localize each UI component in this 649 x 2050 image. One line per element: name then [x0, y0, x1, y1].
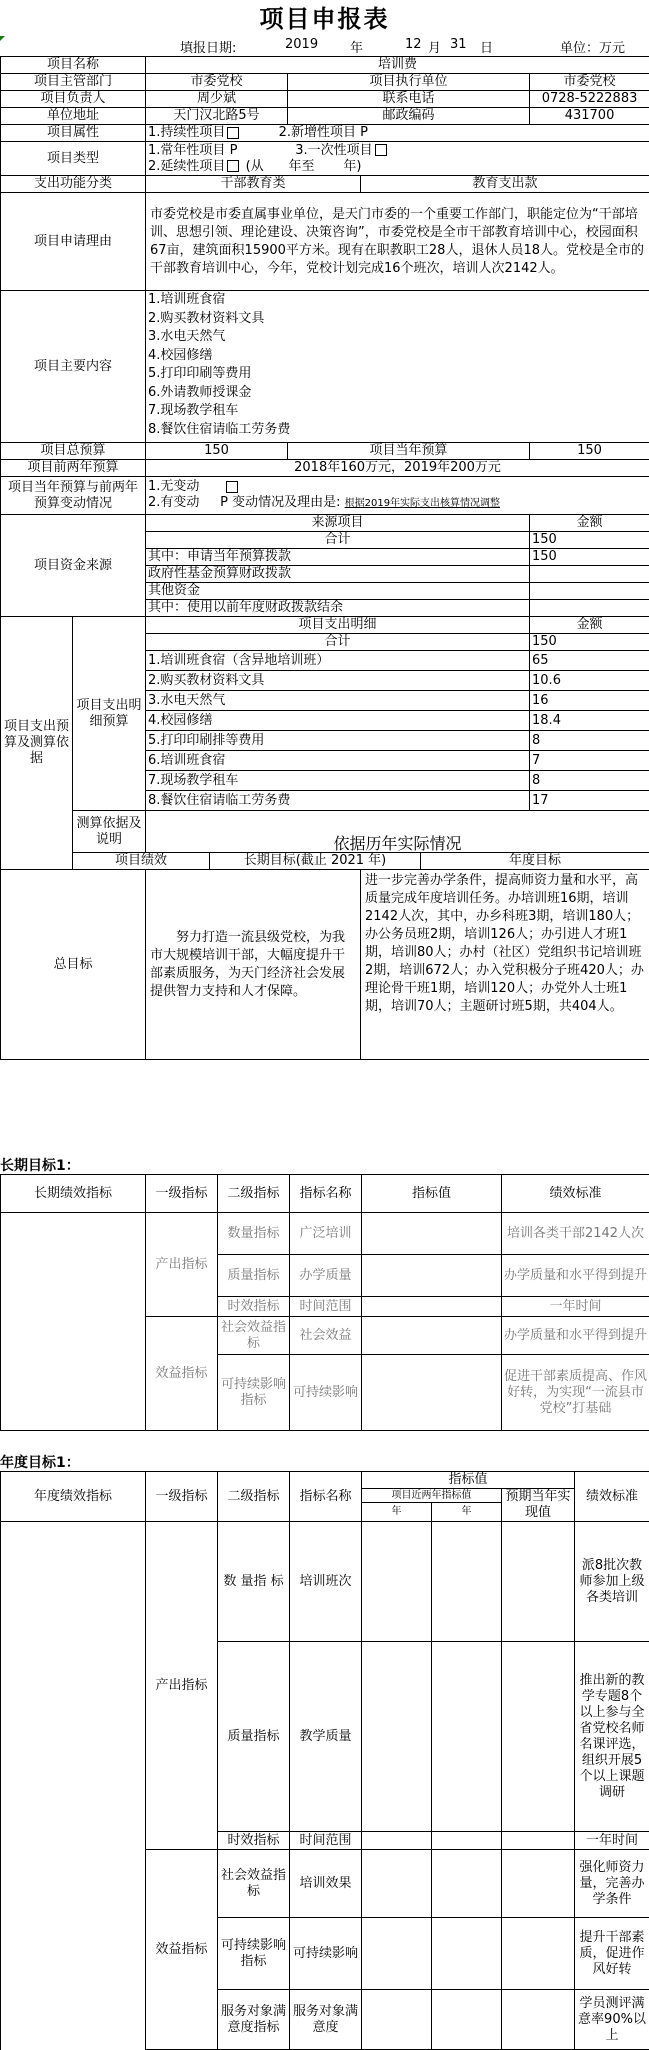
- source-row-amount: [530, 566, 649, 583]
- basis-value: 依据历年实际情况: [146, 811, 649, 853]
- source-col2: 金额: [530, 515, 649, 532]
- long-level1: 效益指标: [146, 1317, 218, 1431]
- annual-value: [362, 1522, 432, 1642]
- annual-level2: 可持续影响指标: [218, 1918, 290, 1990]
- expense-row-amount: 65: [530, 651, 649, 671]
- year-budget-label: 项目当年预算: [288, 443, 530, 460]
- annual-level2: 时效指标: [218, 1832, 290, 1850]
- change-opt2: 2.有变动: [148, 495, 199, 510]
- head-value: 周少斌: [146, 91, 288, 108]
- long-goal-label: 长期目标(截止 2021 年): [210, 853, 421, 870]
- expense-row-amount: 7: [530, 751, 649, 771]
- annual-value: [432, 1522, 502, 1642]
- addr-label: 单位地址: [1, 108, 146, 125]
- attr-mark: P: [360, 125, 368, 140]
- change-reason-label: 变动情况及理由是:: [232, 495, 340, 510]
- annual-goal-paragraph: 进一步完善办学条件，提高师资力量和水平，高质量完成年度培训任务。办培训班16期，培训2142人次，其中，办乡科班3期，培训180人；办公务员班2期，培训126人；办引进人才班1期，培训80人；办村（社区）党组织书记培训班2期，培训672人；办入党积极分子班420人；办理论骨干班1期，培训120人；办党外人士班1期，培训70人；主题研讨班5期，共404人。: [363, 870, 647, 1018]
- expense-row-name: 8.餐饮住宿请临工劳务费: [146, 791, 530, 811]
- long-target-header: 长期目标1：: [0, 1155, 649, 1175]
- long-value: [362, 1297, 502, 1317]
- expense-row-name: 7.现场教学租车: [146, 771, 530, 791]
- col-year: 年: [362, 1503, 432, 1522]
- col-year: 年: [432, 1503, 502, 1522]
- long-level2: 数量指标: [218, 1213, 290, 1255]
- expense-row-amount: 10.6: [530, 671, 649, 691]
- attr-opt1: 1.持续性项目: [148, 125, 225, 140]
- fill-day: 31: [450, 37, 467, 52]
- main-table: [0, 56, 649, 1060]
- phone-label: 联系电话: [288, 91, 530, 108]
- source-col1: 来源项目: [146, 515, 530, 532]
- col-value: 指标值: [362, 1472, 575, 1489]
- change-opt1: 1.无变动: [148, 479, 199, 494]
- total-budget-value: 150: [146, 443, 288, 460]
- annual-expect: [502, 1522, 575, 1642]
- annual-name: 培训班次: [290, 1522, 362, 1642]
- expense-row-name: 合计: [146, 634, 530, 651]
- type-opt1: 1.常年性项目: [148, 143, 225, 158]
- annual-level2: 质量指标: [218, 1642, 290, 1832]
- annual-level2: 服务对象满意度指标: [218, 1990, 290, 2050]
- blank-cell: [1, 1522, 146, 2050]
- long-name: 办学质量: [290, 1255, 362, 1297]
- annual-value: [432, 1642, 502, 1832]
- func-value2: 教育支出款: [361, 176, 649, 193]
- col-value: 指标值: [362, 1175, 502, 1213]
- col-standard: 绩效标准: [575, 1472, 649, 1522]
- col-level2: 二级指标: [218, 1175, 290, 1213]
- expense-row-amount: 8: [530, 731, 649, 751]
- annual-standard: 推出新的教学专题8个以上参与全省党校名师名课评选，组织开展5个以上课题调研: [575, 1642, 649, 1832]
- long-level2: 时效指标: [218, 1297, 290, 1317]
- type-mark: P: [230, 143, 238, 158]
- source-row-amount: 150: [530, 549, 649, 566]
- long-goal-text: [146, 870, 361, 1060]
- change-options: [146, 477, 649, 515]
- change-reason: 根据2019年实际支出核算情况调整: [345, 498, 500, 509]
- annual-value: [362, 1918, 432, 1990]
- checkbox-icon: [226, 481, 238, 493]
- col-level2: 二级指标: [218, 1472, 290, 1522]
- type-opt2: 2.延续性项目: [148, 159, 225, 174]
- annual-standard: 派8批次教师参加上级各类培训: [575, 1522, 649, 1642]
- content-list: [146, 291, 649, 443]
- long-name: 社会效益: [290, 1317, 362, 1355]
- content-item: 5.打印印刷等费用: [148, 365, 647, 384]
- annual-value: [362, 1850, 432, 1918]
- type-opt3: 3.一次性项目: [295, 143, 372, 158]
- source-row-name: 其他资金: [146, 583, 530, 600]
- checkbox-icon: [227, 127, 239, 139]
- long-level2: 社会效益指标: [218, 1317, 290, 1355]
- annual-target-header: 年度目标1：: [0, 1452, 649, 1472]
- expense-col1: 项目支出明细: [146, 617, 530, 634]
- fill-year-unit: 年: [350, 37, 363, 56]
- annual-name: 时间范围: [290, 1832, 362, 1850]
- reason-paragraph: 市委党校是市委直属事业单位，是天门市委的一个重要工作部门，职能定位为“干部培训、思想引领、理论建设、决策咨询”，市委党校是全市干部教育培训中心，校园面积67亩，建筑面积15900平方米。现有在职教职工28人，退休人员18人。党校是全市的干部教育培训中心，今年，党校计划完成16个班次，培训人次2142人。: [148, 204, 647, 280]
- expense-row-name: 1.培训班食宿（含异地培训班）: [146, 651, 530, 671]
- expense-row-amount: 150: [530, 634, 649, 651]
- dept-value: 市委党校: [146, 74, 288, 91]
- col-standard: 绩效标准: [502, 1175, 649, 1213]
- attr-label: 项目属性: [1, 125, 146, 142]
- expense-row-amount: 17: [530, 791, 649, 811]
- long-level2: 可持续影响指标: [218, 1355, 290, 1431]
- expense-row-amount: 16: [530, 691, 649, 711]
- head-label: 项目负责人: [1, 91, 146, 108]
- content-item: 4.校园修缮: [148, 347, 647, 366]
- long-value: [362, 1317, 502, 1355]
- attr-opt2: 2.新增性项目: [279, 125, 356, 140]
- annual-name: 可持续影响: [290, 1918, 362, 1990]
- expense-row-name: 4.校园修缮: [146, 711, 530, 731]
- annual-value: [362, 1832, 432, 1850]
- expense-label: 项目支出预算及测算依据: [1, 617, 73, 870]
- long-target-table: [0, 1174, 649, 1431]
- total-budget-label: 项目总预算: [1, 443, 146, 460]
- blank-cell: [1, 1213, 146, 1431]
- annual-target-table: [0, 1471, 649, 2050]
- annual-name: 教学质量: [290, 1642, 362, 1832]
- annual-standard: 一年时间: [575, 1832, 649, 1850]
- expense-row-amount: 18.4: [530, 711, 649, 731]
- year-budget-value: 150: [530, 443, 649, 460]
- annual-goal-text: [361, 870, 649, 1060]
- long-value: [362, 1213, 502, 1255]
- exec-value: 市委党校: [530, 74, 649, 91]
- unit-label: 单位：万元: [560, 37, 625, 56]
- long-target-label: 长期绩效指标: [1, 1175, 146, 1213]
- annual-value: [432, 1850, 502, 1918]
- attr-options: [146, 125, 649, 142]
- source-row-amount: [530, 600, 649, 617]
- content-label: 项目主要内容: [1, 291, 146, 443]
- long-goal-paragraph: 努力打造一流县级党校，为我市大规模培训干部，大幅度提升干部素质服务，为天门经济社会发展提供智力支持和人才保障。: [148, 927, 358, 1003]
- annual-expect: [502, 1990, 575, 2050]
- long-standard: 办学质量和水平得到提升: [502, 1317, 649, 1355]
- func-value1: 干部教育类: [146, 176, 361, 193]
- type-year1: 年至: [288, 159, 314, 174]
- project-name-value: 培训费: [146, 57, 649, 74]
- annual-expect: [502, 1918, 575, 1990]
- annual-expect: [502, 1850, 575, 1918]
- col-level1: 一级指标: [146, 1472, 218, 1522]
- annual-goal-label: 年度目标: [421, 853, 649, 870]
- checkbox-icon: [227, 160, 239, 172]
- annual-standard: 强化师资力量，完善办学条件: [575, 1850, 649, 1918]
- content-item: 3.水电天然气: [148, 328, 647, 347]
- type-options: [146, 142, 649, 176]
- source-row-name: 合计: [146, 532, 530, 549]
- content-item: 1.培训班食宿: [148, 291, 647, 310]
- annual-name: 服务对象满意度: [290, 1990, 362, 2050]
- long-standard: 促进干部素质提高、作风好转，为实现“一流县市党校”打基础: [502, 1355, 649, 1431]
- col-expect: 预期当年实现值: [502, 1489, 575, 1522]
- long-level2: 质量指标: [218, 1255, 290, 1297]
- content-item: 7.现场教学租车: [148, 402, 647, 421]
- type-year2: 年): [343, 159, 361, 174]
- long-standard: 一年时间: [502, 1297, 649, 1317]
- expense-sub-label: 项目支出明细预算: [73, 617, 146, 811]
- fill-month-unit: 月: [428, 37, 441, 56]
- source-label: 项目资金来源: [1, 515, 146, 617]
- annual-level1: 效益指标: [146, 1850, 218, 2050]
- source-row-name: 政府性基金预算财政拨款: [146, 566, 530, 583]
- long-standard: 培训各类干部2142人次: [502, 1213, 649, 1255]
- annual-level2: 社会效益指标: [218, 1850, 290, 1918]
- annual-level1: 产出指标: [146, 1522, 218, 1850]
- annual-expect: [502, 1642, 575, 1832]
- expense-col2: 金额: [530, 617, 649, 634]
- source-row-name: 其中：申请当年预算拨款: [146, 549, 530, 566]
- annual-value: [432, 1832, 502, 1850]
- fill-year: 2019: [285, 37, 318, 52]
- change-mark: P: [220, 495, 228, 510]
- annual-standard: 提升干部素质，促进作风好转: [575, 1918, 649, 1990]
- annual-target-label: 年度绩效指标: [1, 1472, 146, 1522]
- prev-budget-label: 项目前两年预算: [1, 460, 146, 477]
- expense-row-name: 5.打印印刷排等费用: [146, 731, 530, 751]
- annual-name: 培训效果: [290, 1850, 362, 1918]
- zip-value: 431700: [530, 108, 649, 125]
- prev-budget-value: 2018年160万元，2019年200万元: [146, 460, 649, 477]
- annual-value: [432, 1990, 502, 2050]
- page-title: 项目申报表: [0, 0, 649, 38]
- phone-value: 0728-5222883: [530, 91, 649, 108]
- type-from: (从: [246, 159, 264, 174]
- long-standard: 办学质量和水平得到提升: [502, 1255, 649, 1297]
- reason-label: 项目申请理由: [1, 193, 146, 291]
- col-name: 指标名称: [290, 1472, 362, 1522]
- expense-row-amount: 8: [530, 771, 649, 791]
- type-label: 项目类型: [1, 142, 146, 176]
- annual-value: [432, 1918, 502, 1990]
- expense-row-name: 6.培训班食宿: [146, 751, 530, 771]
- col-name: 指标名称: [290, 1175, 362, 1213]
- long-name: 可持续影响: [290, 1355, 362, 1431]
- content-item: 6.外请教师授课金: [148, 384, 647, 403]
- expense-row-name: 2.购买教材资料文具: [146, 671, 530, 691]
- change-label: 项目当年预算与前两年预算变动情况: [1, 477, 146, 515]
- func-label: 支出功能分类: [1, 176, 146, 193]
- annual-value: [362, 1642, 432, 1832]
- exec-label: 项目执行单位: [288, 74, 530, 91]
- reason-text: [146, 193, 649, 291]
- content-item: 2.购买教材资料文具: [148, 310, 647, 329]
- source-row-amount: [530, 583, 649, 600]
- annual-standard: 学员测评满意率90%以上: [575, 1990, 649, 2050]
- fill-date-label: 填报日期:: [180, 37, 236, 56]
- addr-value: 天门汉北路5号: [146, 108, 288, 125]
- fill-month: 12: [405, 37, 422, 52]
- annual-expect: [502, 1832, 575, 1850]
- source-row-name: 其中：使用以前年度财政拨款结余: [146, 600, 530, 617]
- col-level1: 一级指标: [146, 1175, 218, 1213]
- cell-comment-marker: [0, 36, 5, 41]
- perf-label: 项目绩效: [73, 853, 210, 870]
- dept-label: 项目主管部门: [1, 74, 146, 91]
- long-name: 时间范围: [290, 1297, 362, 1317]
- content-items: [148, 291, 647, 439]
- col-recent: 项目近两年指标值: [362, 1489, 502, 1503]
- project-name-label: 项目名称: [1, 57, 146, 74]
- fill-date-row: [0, 36, 649, 56]
- checkbox-icon: [375, 144, 387, 156]
- long-value: [362, 1255, 502, 1297]
- source-row-amount: 150: [530, 532, 649, 549]
- annual-value: [362, 1990, 432, 2050]
- zip-label: 邮政编码: [288, 108, 530, 125]
- long-name: 广泛培训: [290, 1213, 362, 1255]
- expense-row-name: 3.水电天然气: [146, 691, 530, 711]
- long-level1: 产出指标: [146, 1213, 218, 1317]
- basis-label: 测算依据及说明: [73, 811, 146, 853]
- content-item: 8.餐饮住宿请临工劳务费: [148, 421, 647, 440]
- fill-day-unit: 日: [480, 37, 493, 56]
- annual-level2: 数 量指 标: [218, 1522, 290, 1642]
- long-value: [362, 1355, 502, 1431]
- goal-label: 总目标: [1, 870, 146, 1060]
